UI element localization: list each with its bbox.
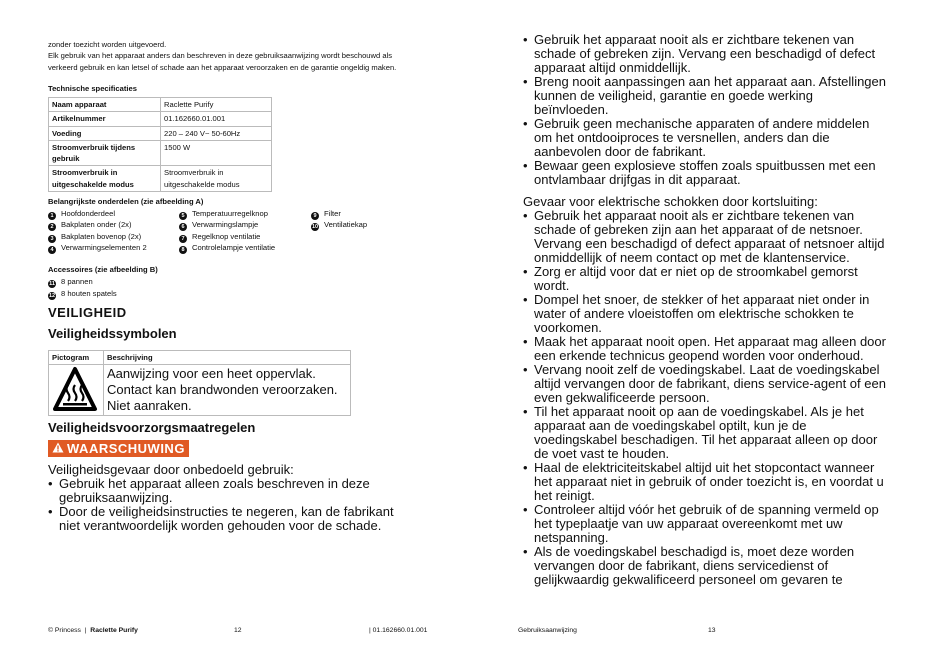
list-item: • Gebruik geen mechanische apparaten of andere middelen om het ontdooiproces te versnellen, anders dan die aanbevolen door de fabrikant. [523,117,908,159]
number-badge: 7 [179,235,187,243]
symbols-title: Veiligheidssymbolen [48,326,177,341]
safety-title: VEILIGHEID [48,305,127,320]
intro-line: verkeerd gebruik en kan letsel of schade aan het apparaat veroorzaken en de garantie ongeldig maken. [48,62,397,72]
table-row: Naam apparaat Raclette Purify [49,98,272,112]
list-item: 12 8 houten spatels [48,289,117,299]
list-item: 2 Bakplaten onder (2x) [48,219,147,230]
accessories-heading: Accessoires (zie afbeelding B) [48,265,158,274]
table-row: Artikelnummer 01.162660.01.001 [49,112,272,126]
warning-triangle-icon [52,440,64,457]
list-item: 7 Regelknop ventilatie [179,231,275,242]
parts-column [48,208,147,253]
list-item: • Vervang nooit zelf de voedingskabel. Laat de voedingskabel altijd vervangen door de fabrikant, diens service-agent of een even gekwalificeerde persoon. [523,363,908,405]
footer-brand: © Princess | Raclette Purify [48,627,138,634]
number-badge: 5 [179,212,187,220]
hot-surface-icon [52,366,98,412]
list-item: • Gebruik het apparaat alleen zoals beschreven in deze gebruiksaanwijzing. [48,477,420,505]
list-item: 11 8 pannen [49,277,93,287]
list-item: • Gebruik het apparaat nooit als er zichtbare tekenen van schade of gebreken zijn. Vervang een beschadigd of defect apparaat altijd onmiddellijk. [523,33,908,75]
number-badge: 4 [48,246,56,254]
list-item: 8 Controlelampje ventilatie [179,242,275,253]
page-number: 13 [708,627,716,634]
parts-heading: Belangrijkste onderdelen (zie afbeelding A) [48,197,204,206]
bullet-list [523,209,908,587]
number-badge: 1 [48,212,56,220]
list-item: 5 Temperatuurregelknop [179,208,275,219]
footer-doc: Gebruiksaanwijzing [518,627,577,634]
number-badge: 12 [48,293,56,299]
table-row: Voeding 220 – 240 V~ 50-60Hz [49,126,272,140]
spec-table [48,97,272,192]
parts-column [311,208,367,231]
list-item: • Haal de elektriciteitskabel altijd uit het stopcontact wanneer het apparaat niet in gebruik of onder toezicht is, en voordat u het reinigt. [523,461,908,503]
lead-text: Veiligheidsgevaar door onbedoeld gebruik: [48,462,294,477]
number-badge: 9 [311,212,319,220]
list-item: • Zorg er altijd voor dat er niet op de stroomkabel gemorst wordt. [523,265,908,293]
right-page [475,0,950,653]
intro-text [48,39,428,73]
bullet-list [48,477,420,533]
list-item: 1 Hoofdonderdeel [48,208,147,219]
list-item: • Controleer altijd vóór het gebruik of de spanning vermeld op het typeplaatje van uw apparaat overeenkomt met uw netspanning. [523,503,908,545]
list-item: 9 Filter [311,208,367,219]
list-item: • Dompel het snoer, de stekker of het apparaat niet onder in water of andere vloeistoffen om elektrische schokken te voorkomen. [523,293,908,335]
list-item: • Als de voedingskabel beschadigd is, moet deze worden vervangen door de fabrikant, diens servicedienst of gelijkwaardig gekwalificeerd personeel om gevaren te [523,545,908,587]
list-item: 6 Verwarmingslampje [179,219,275,230]
precautions-title: Veiligheidsvoorzorgsmaatregelen [48,420,256,435]
symbols-table [48,350,351,416]
list-item: 10 Ventilatiekap [311,220,368,231]
number-badge: 6 [179,223,187,231]
number-badge: 3 [48,235,56,243]
footer-code: | 01.162660.01.001 [369,627,428,634]
table-row: Stroomverbruik in uitgeschakelde modus Stroomverbruik in uitgeschakelde modus [49,166,272,192]
list-item: • Door de veiligheidsinstructies te negeren, kan de fabrikant niet verantwoordelijk worden gehouden voor de schade. [48,505,420,533]
table-row: Stroomverbruik tijdens gebruik 1500 W [49,140,272,166]
accessories-list [48,276,117,300]
intro-line: zonder toezicht worden uitgevoerd. [48,40,167,49]
spec-heading: Technische specificaties [48,84,137,93]
warning-badge: WAARSCHUWING [48,440,189,457]
number-badge: 2 [48,223,56,231]
list-item: • Breng nooit aanpassingen aan het apparaat aan. Afstellingen kunnen de veiligheid, garantie en goede werking beïnvloeden. [523,75,908,117]
list-item: 4 Verwarmingselementen 2 [48,242,147,253]
bullet-list [523,33,908,187]
lead-text: Gevaar voor elektrische schokken door kortsluiting: [523,194,818,209]
table-header: Pictogram Beschrijving [49,351,351,365]
table-row: Aanwijzing voor een heet oppervlak. Contact kan brandwonden veroorzaken. Niet aanraken. [49,365,351,416]
parts-column [179,208,275,253]
list-item: 3 Bakplaten bovenop (2x) [48,231,147,242]
number-badge: 10 [311,224,319,231]
list-item: • Bewaar geen explosieve stoffen zoals spuitbussen met een ontvlambaar drijfgas in dit apparaat. [523,159,908,187]
number-badge: 8 [179,246,187,254]
list-item: • Gebruik het apparaat nooit als er zichtbare tekenen van schade of gebreken zijn aan het apparaat of de netsnoer. Vervang een beschadigd of defect apparaat of netsnoer altijd onmiddellijk of neem contact op met de klantenservice. [523,209,908,265]
page-number: 12 [234,627,242,634]
list-item: • Maak het apparaat nooit open. Het apparaat mag alleen door een erkende technicus geopend worden voor onderhoud. [523,335,908,363]
list-item: • Til het apparaat nooit op aan de voedingskabel. Als je het apparaat aan de voedingskabel optilt, kun je de voedingskabel beschadigen. Til het apparaat alleen op door de voet vast te houden. [523,405,908,461]
intro-line: Elk gebruik van het apparaat anders dan beschreven in deze gebruiksaanwijzing wordt beschouwd als [48,51,393,61]
number-badge: 11 [49,281,55,287]
